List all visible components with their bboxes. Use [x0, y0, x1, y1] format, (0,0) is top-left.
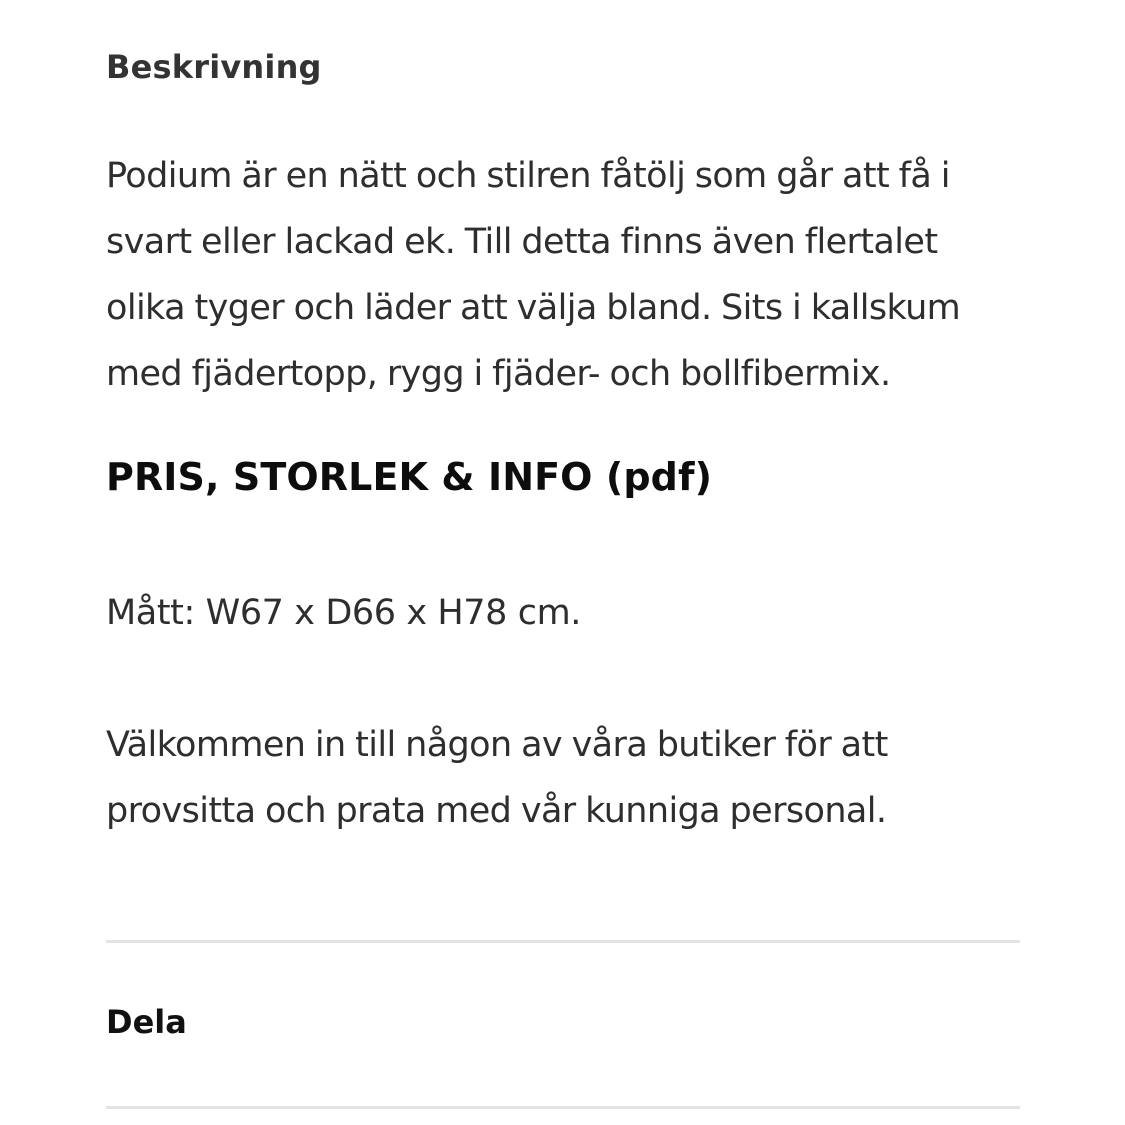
description-text: Podium är en nätt och stilren fåtölj som går att få i svart eller lackad ek. Till detta finns även flertalet olika tyger och läder att välja bland. Sits i kallskum med fjädertopp, rygg i fjäder- och bollfibermix.: [106, 156, 961, 394]
description-heading: Beskrivning: [106, 48, 322, 86]
dimensions-text: Mått: W67 x D66 x H78 cm.: [106, 593, 582, 633]
price-size-info-pdf-link[interactable]: PRIS, STORLEK & INFO (pdf): [106, 455, 713, 499]
divider-top: [106, 940, 1020, 943]
welcome-text: Välkommen in till någon av våra butiker för att provsitta och prata med vår kunniga personal.: [106, 725, 888, 831]
divider-bottom: [106, 1106, 1020, 1109]
share-toggle[interactable]: Dela: [106, 1003, 187, 1041]
